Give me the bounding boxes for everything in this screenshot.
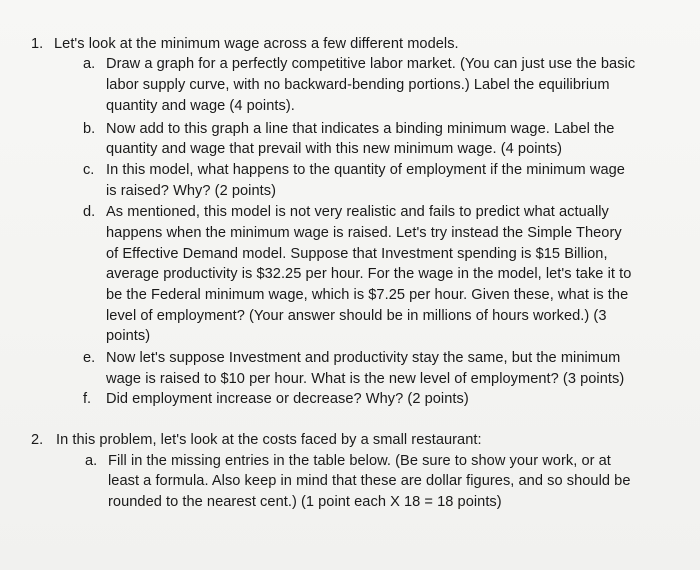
part-1a-line: quantity and wage (4 points). [106, 98, 295, 114]
question-1-text: Let's look at the minimum wage across a few different models. [54, 36, 459, 52]
part-1b-line: quantity and wage that prevail with this new minimum wage. (4 points) [106, 141, 563, 157]
part-2a-label: a. [85, 453, 98, 469]
question-1-number: 1. [31, 36, 44, 52]
part-2a-line: least a formula. Also keep in mind that these are dollar figures, and so should be [108, 473, 631, 489]
part-1d-line: points) [106, 328, 151, 344]
part-1c-line: In this model, what happens to the quantity of employment if the minimum wage [106, 162, 625, 178]
part-1d-line: level of employment? (Your answer should be in millions of hours worked.) (3 [106, 308, 607, 324]
question-2-text: In this problem, let's look at the costs faced by a small restaurant: [56, 432, 482, 448]
part-2a-line: Fill in the missing entries in the table below. (Be sure to show your work, or at [108, 453, 611, 469]
part-1d-line: of Effective Demand model. Suppose that Investment spending is $15 Billion, [106, 246, 608, 262]
part-1a-line: Draw a graph for a perfectly competitive labor market. (You can just use the basic [106, 56, 636, 72]
question-2-number: 2. [31, 432, 44, 448]
part-1b-label: b. [83, 121, 96, 137]
part-1d-label: d. [83, 204, 96, 220]
part-1d-line: be the Federal minimum wage, which is $7.25 per hour. Given these, what is the [106, 287, 629, 303]
part-1d-line: average productivity is $32.25 per hour. For the wage in the model, let's take it to [106, 266, 632, 282]
part-1f-label: f. [83, 391, 92, 407]
part-1e-line: Now let's suppose Investment and productivity stay the same, but the minimum [106, 350, 621, 366]
part-1d-line: As mentioned, this model is not very realistic and fails to predict what actually [106, 204, 609, 220]
part-1c-line: is raised? Why? (2 points) [106, 183, 277, 199]
part-1e-label: e. [83, 350, 96, 366]
part-1e-line: wage is raised to $10 per hour. What is the new level of employment? (3 points) [106, 371, 625, 387]
part-1f-line: Did employment increase or decrease? Why? (2 points) [106, 391, 469, 407]
part-1b-line: Now add to this graph a line that indicates a binding minimum wage. Label the [106, 121, 615, 137]
part-1c-label: c. [83, 162, 95, 178]
part-1d-line: happens when the minimum wage is raised. Let's try instead the Simple Theory [106, 225, 622, 241]
part-1a-line: labor supply curve, with no backward-bending portions.) Label the equilibrium [106, 77, 610, 93]
part-1a-label: a. [83, 56, 96, 72]
part-2a-line: rounded to the nearest cent.) (1 point each X 18 = 18 points) [108, 494, 502, 510]
